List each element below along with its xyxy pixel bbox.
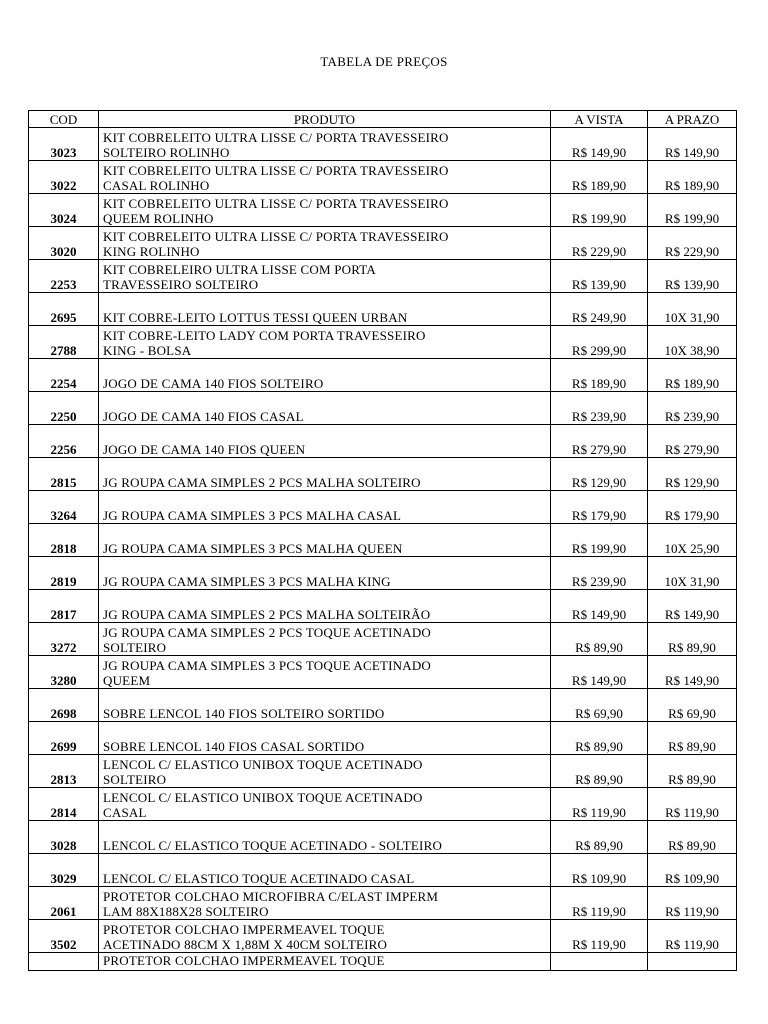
product-description-line: SOLTEIRO bbox=[103, 640, 167, 655]
table-row bbox=[29, 491, 737, 524]
product-description bbox=[99, 227, 551, 260]
price-a-vista: R$ 109,90 bbox=[551, 854, 648, 887]
product-description-line: KIT COBRELEITO ULTRA LISSE C/ PORTA TRAVESSEIRO bbox=[103, 163, 449, 178]
product-code: 3024 bbox=[29, 194, 99, 227]
price-a-vista: R$ 179,90 bbox=[551, 491, 648, 524]
price-a-prazo: R$ 129,90 bbox=[648, 458, 737, 491]
table-row bbox=[29, 392, 737, 425]
product-code: 2699 bbox=[29, 722, 99, 755]
column-header-a-prazo: A PRAZO bbox=[648, 111, 737, 128]
product-description-line: KIT COBRELEIRO ULTRA LISSE COM PORTA bbox=[103, 262, 376, 277]
product-description-line: LENCOL C/ ELASTICO TOQUE ACETINADO CASAL bbox=[103, 871, 415, 886]
product-code: 2813 bbox=[29, 755, 99, 788]
price-a-vista: R$ 229,90 bbox=[551, 227, 648, 260]
price-a-prazo: R$ 179,90 bbox=[648, 491, 737, 524]
product-code: 3272 bbox=[29, 623, 99, 656]
price-a-vista: R$ 119,90 bbox=[551, 788, 648, 821]
product-code bbox=[29, 953, 99, 971]
product-description bbox=[99, 755, 551, 788]
price-a-vista: R$ 139,90 bbox=[551, 260, 648, 293]
product-code: 2788 bbox=[29, 326, 99, 359]
table-row bbox=[29, 326, 737, 359]
table-row bbox=[29, 953, 737, 971]
product-code: 3020 bbox=[29, 227, 99, 260]
price-a-prazo: R$ 89,90 bbox=[648, 722, 737, 755]
price-a-prazo: R$ 89,90 bbox=[648, 821, 737, 854]
product-code: 2256 bbox=[29, 425, 99, 458]
table-row bbox=[29, 161, 737, 194]
price-a-prazo: 10X 31,90 bbox=[648, 293, 737, 326]
product-description-line: JOGO DE CAMA 140 FIOS QUEEN bbox=[103, 442, 306, 457]
product-description-line: SOBRE LENCOL 140 FIOS CASAL SORTIDO bbox=[103, 739, 365, 754]
product-code: 3023 bbox=[29, 128, 99, 161]
price-a-prazo: 10X 25,90 bbox=[648, 524, 737, 557]
product-description-line: KIT COBRELEITO ULTRA LISSE C/ PORTA TRAVESSEIRO bbox=[103, 130, 449, 145]
table-row bbox=[29, 590, 737, 623]
product-description bbox=[99, 326, 551, 359]
product-code: 2818 bbox=[29, 524, 99, 557]
product-description bbox=[99, 491, 551, 524]
product-code: 3280 bbox=[29, 656, 99, 689]
price-a-prazo: R$ 229,90 bbox=[648, 227, 737, 260]
price-a-vista: R$ 199,90 bbox=[551, 524, 648, 557]
product-description-line: JOGO DE CAMA 140 FIOS CASAL bbox=[103, 409, 304, 424]
product-description-line: KIT COBRE-LEITO LOTTUS TESSI QUEEN URBAN bbox=[103, 310, 408, 325]
price-a-vista: R$ 189,90 bbox=[551, 161, 648, 194]
price-a-vista: R$ 279,90 bbox=[551, 425, 648, 458]
table-row bbox=[29, 458, 737, 491]
product-description bbox=[99, 458, 551, 491]
product-description-line: KIT COBRE-LEITO LADY COM PORTA TRAVESSEIRO bbox=[103, 328, 426, 343]
price-a-vista: R$ 149,90 bbox=[551, 590, 648, 623]
table-row bbox=[29, 821, 737, 854]
price-a-prazo: R$ 89,90 bbox=[648, 623, 737, 656]
price-a-prazo: R$ 279,90 bbox=[648, 425, 737, 458]
price-a-vista: R$ 249,90 bbox=[551, 293, 648, 326]
product-description bbox=[99, 161, 551, 194]
price-a-vista: R$ 89,90 bbox=[551, 623, 648, 656]
product-description-line: JG ROUPA CAMA SIMPLES 2 PCS TOQUE ACETINADO bbox=[103, 625, 432, 640]
table-row bbox=[29, 524, 737, 557]
price-a-vista: R$ 89,90 bbox=[551, 722, 648, 755]
product-description-line: PROTETOR COLCHAO MICROFIBRA C/ELAST IMPERM bbox=[103, 889, 439, 904]
product-code: 2695 bbox=[29, 293, 99, 326]
product-description-line: JG ROUPA CAMA SIMPLES 3 PCS MALHA QUEEN bbox=[103, 541, 403, 556]
product-description-line: LENCOL C/ ELASTICO TOQUE ACETINADO - SOLTEIRO bbox=[103, 838, 443, 853]
price-a-prazo: R$ 109,90 bbox=[648, 854, 737, 887]
table-row bbox=[29, 755, 737, 788]
price-a-vista: R$ 119,90 bbox=[551, 887, 648, 920]
product-description bbox=[99, 359, 551, 392]
price-a-prazo: R$ 89,90 bbox=[648, 755, 737, 788]
product-description-line: SOLTEIRO ROLINHO bbox=[103, 145, 230, 160]
product-description-line: QUEEM ROLINHO bbox=[103, 211, 214, 226]
table-header-row bbox=[29, 111, 737, 128]
table-row bbox=[29, 260, 737, 293]
product-description-line: JG ROUPA CAMA SIMPLES 2 PCS MALHA SOLTEIRO bbox=[103, 475, 421, 490]
product-code: 3022 bbox=[29, 161, 99, 194]
table-row bbox=[29, 227, 737, 260]
product-description-line: JG ROUPA CAMA SIMPLES 3 PCS MALHA CASAL bbox=[103, 508, 402, 523]
page-title: TABELA DE PREÇOS bbox=[320, 54, 448, 69]
price-a-vista: R$ 199,90 bbox=[551, 194, 648, 227]
price-a-vista: R$ 239,90 bbox=[551, 392, 648, 425]
product-code: 2250 bbox=[29, 392, 99, 425]
product-description bbox=[99, 722, 551, 755]
price-a-prazo: R$ 149,90 bbox=[648, 128, 737, 161]
product-description-line: JOGO DE CAMA 140 FIOS SOLTEIRO bbox=[103, 376, 324, 391]
product-description bbox=[99, 590, 551, 623]
product-code: 3264 bbox=[29, 491, 99, 524]
price-a-prazo: R$ 239,90 bbox=[648, 392, 737, 425]
price-a-vista bbox=[551, 953, 648, 971]
table-row bbox=[29, 854, 737, 887]
product-code: 2819 bbox=[29, 557, 99, 590]
product-description-line: LENCOL C/ ELASTICO UNIBOX TOQUE ACETINADO bbox=[103, 790, 423, 805]
table-row bbox=[29, 557, 737, 590]
price-a-prazo: 10X 38,90 bbox=[648, 326, 737, 359]
price-a-prazo: R$ 149,90 bbox=[648, 656, 737, 689]
product-description bbox=[99, 953, 551, 971]
product-description-line: PROTETOR COLCHAO IMPERMEAVEL TOQUE bbox=[103, 922, 385, 937]
product-description-line: KING ROLINHO bbox=[103, 244, 200, 259]
price-a-vista: R$ 149,90 bbox=[551, 656, 648, 689]
price-a-prazo: R$ 69,90 bbox=[648, 689, 737, 722]
product-code: 2815 bbox=[29, 458, 99, 491]
product-description bbox=[99, 920, 551, 953]
product-description-line: JG ROUPA CAMA SIMPLES 3 PCS TOQUE ACETINADO bbox=[103, 658, 432, 673]
table-row bbox=[29, 359, 737, 392]
price-a-vista: R$ 119,90 bbox=[551, 920, 648, 953]
table-row bbox=[29, 656, 737, 689]
product-description-line: TRAVESSEIRO SOLTEIRO bbox=[103, 277, 259, 292]
table-row bbox=[29, 722, 737, 755]
table-row bbox=[29, 920, 737, 953]
product-description bbox=[99, 194, 551, 227]
price-a-vista: R$ 89,90 bbox=[551, 821, 648, 854]
product-description bbox=[99, 656, 551, 689]
product-description bbox=[99, 887, 551, 920]
product-description bbox=[99, 392, 551, 425]
price-a-vista: R$ 299,90 bbox=[551, 326, 648, 359]
product-code: 2814 bbox=[29, 788, 99, 821]
price-a-prazo: 10X 31,90 bbox=[648, 557, 737, 590]
price-table bbox=[28, 110, 737, 971]
price-a-prazo: R$ 199,90 bbox=[648, 194, 737, 227]
product-description-line: LENCOL C/ ELASTICO UNIBOX TOQUE ACETINADO bbox=[103, 757, 423, 772]
table-row bbox=[29, 128, 737, 161]
price-a-prazo: R$ 119,90 bbox=[648, 887, 737, 920]
product-description-line: SOBRE LENCOL 140 FIOS SOLTEIRO SORTIDO bbox=[103, 706, 385, 721]
product-description bbox=[99, 623, 551, 656]
product-description-line: QUEEM bbox=[103, 673, 151, 688]
product-code: 3502 bbox=[29, 920, 99, 953]
product-description bbox=[99, 425, 551, 458]
product-description bbox=[99, 524, 551, 557]
table-row bbox=[29, 293, 737, 326]
product-description bbox=[99, 128, 551, 161]
product-code: 2254 bbox=[29, 359, 99, 392]
table-row bbox=[29, 788, 737, 821]
price-a-prazo: R$ 189,90 bbox=[648, 359, 737, 392]
product-description-line: KING - BOLSA bbox=[103, 343, 192, 358]
price-a-vista: R$ 239,90 bbox=[551, 557, 648, 590]
product-code: 3029 bbox=[29, 854, 99, 887]
price-a-vista: R$ 129,90 bbox=[551, 458, 648, 491]
product-description-line: ACETINADO 88CM X 1,88M X 40CM SOLTEIRO bbox=[103, 937, 388, 952]
price-a-prazo: R$ 139,90 bbox=[648, 260, 737, 293]
column-header-produto: PRODUTO bbox=[99, 111, 551, 128]
product-description bbox=[99, 689, 551, 722]
price-a-prazo bbox=[648, 953, 737, 971]
column-header-a-vista: A VISTA bbox=[551, 111, 648, 128]
table-body bbox=[29, 128, 737, 971]
table-row bbox=[29, 623, 737, 656]
product-description bbox=[99, 788, 551, 821]
price-a-prazo: R$ 119,90 bbox=[648, 920, 737, 953]
price-a-vista: R$ 149,90 bbox=[551, 128, 648, 161]
product-description-line: JG ROUPA CAMA SIMPLES 2 PCS MALHA SOLTEIRÃO bbox=[103, 607, 431, 622]
product-description bbox=[99, 821, 551, 854]
price-a-vista: R$ 189,90 bbox=[551, 359, 648, 392]
price-a-prazo: R$ 189,90 bbox=[648, 161, 737, 194]
product-description bbox=[99, 557, 551, 590]
product-description-line: CASAL ROLINHO bbox=[103, 178, 210, 193]
product-description-line: KIT COBRELEITO ULTRA LISSE C/ PORTA TRAVESSEIRO bbox=[103, 196, 449, 211]
product-code: 2698 bbox=[29, 689, 99, 722]
product-code: 2253 bbox=[29, 260, 99, 293]
product-code: 2817 bbox=[29, 590, 99, 623]
column-header-cod: COD bbox=[29, 111, 99, 128]
product-description bbox=[99, 854, 551, 887]
product-code: 3028 bbox=[29, 821, 99, 854]
table-row bbox=[29, 425, 737, 458]
product-description-line: PROTETOR COLCHAO IMPERMEAVEL TOQUE bbox=[103, 953, 385, 968]
product-description-line: JG ROUPA CAMA SIMPLES 3 PCS MALHA KING bbox=[103, 574, 391, 589]
price-a-vista: R$ 89,90 bbox=[551, 755, 648, 788]
product-description-line: CASAL bbox=[103, 805, 147, 820]
product-description-line: KIT COBRELEITO ULTRA LISSE C/ PORTA TRAVESSEIRO bbox=[103, 229, 449, 244]
table-row bbox=[29, 689, 737, 722]
table-row bbox=[29, 194, 737, 227]
product-description bbox=[99, 260, 551, 293]
price-a-prazo: R$ 149,90 bbox=[648, 590, 737, 623]
price-a-vista: R$ 69,90 bbox=[551, 689, 648, 722]
product-description bbox=[99, 293, 551, 326]
table-row bbox=[29, 887, 737, 920]
product-code: 2061 bbox=[29, 887, 99, 920]
product-description-line: SOLTEIRO bbox=[103, 772, 167, 787]
price-a-prazo: R$ 119,90 bbox=[648, 788, 737, 821]
product-description-line: LAM 88X188X28 SOLTEIRO bbox=[103, 904, 269, 919]
